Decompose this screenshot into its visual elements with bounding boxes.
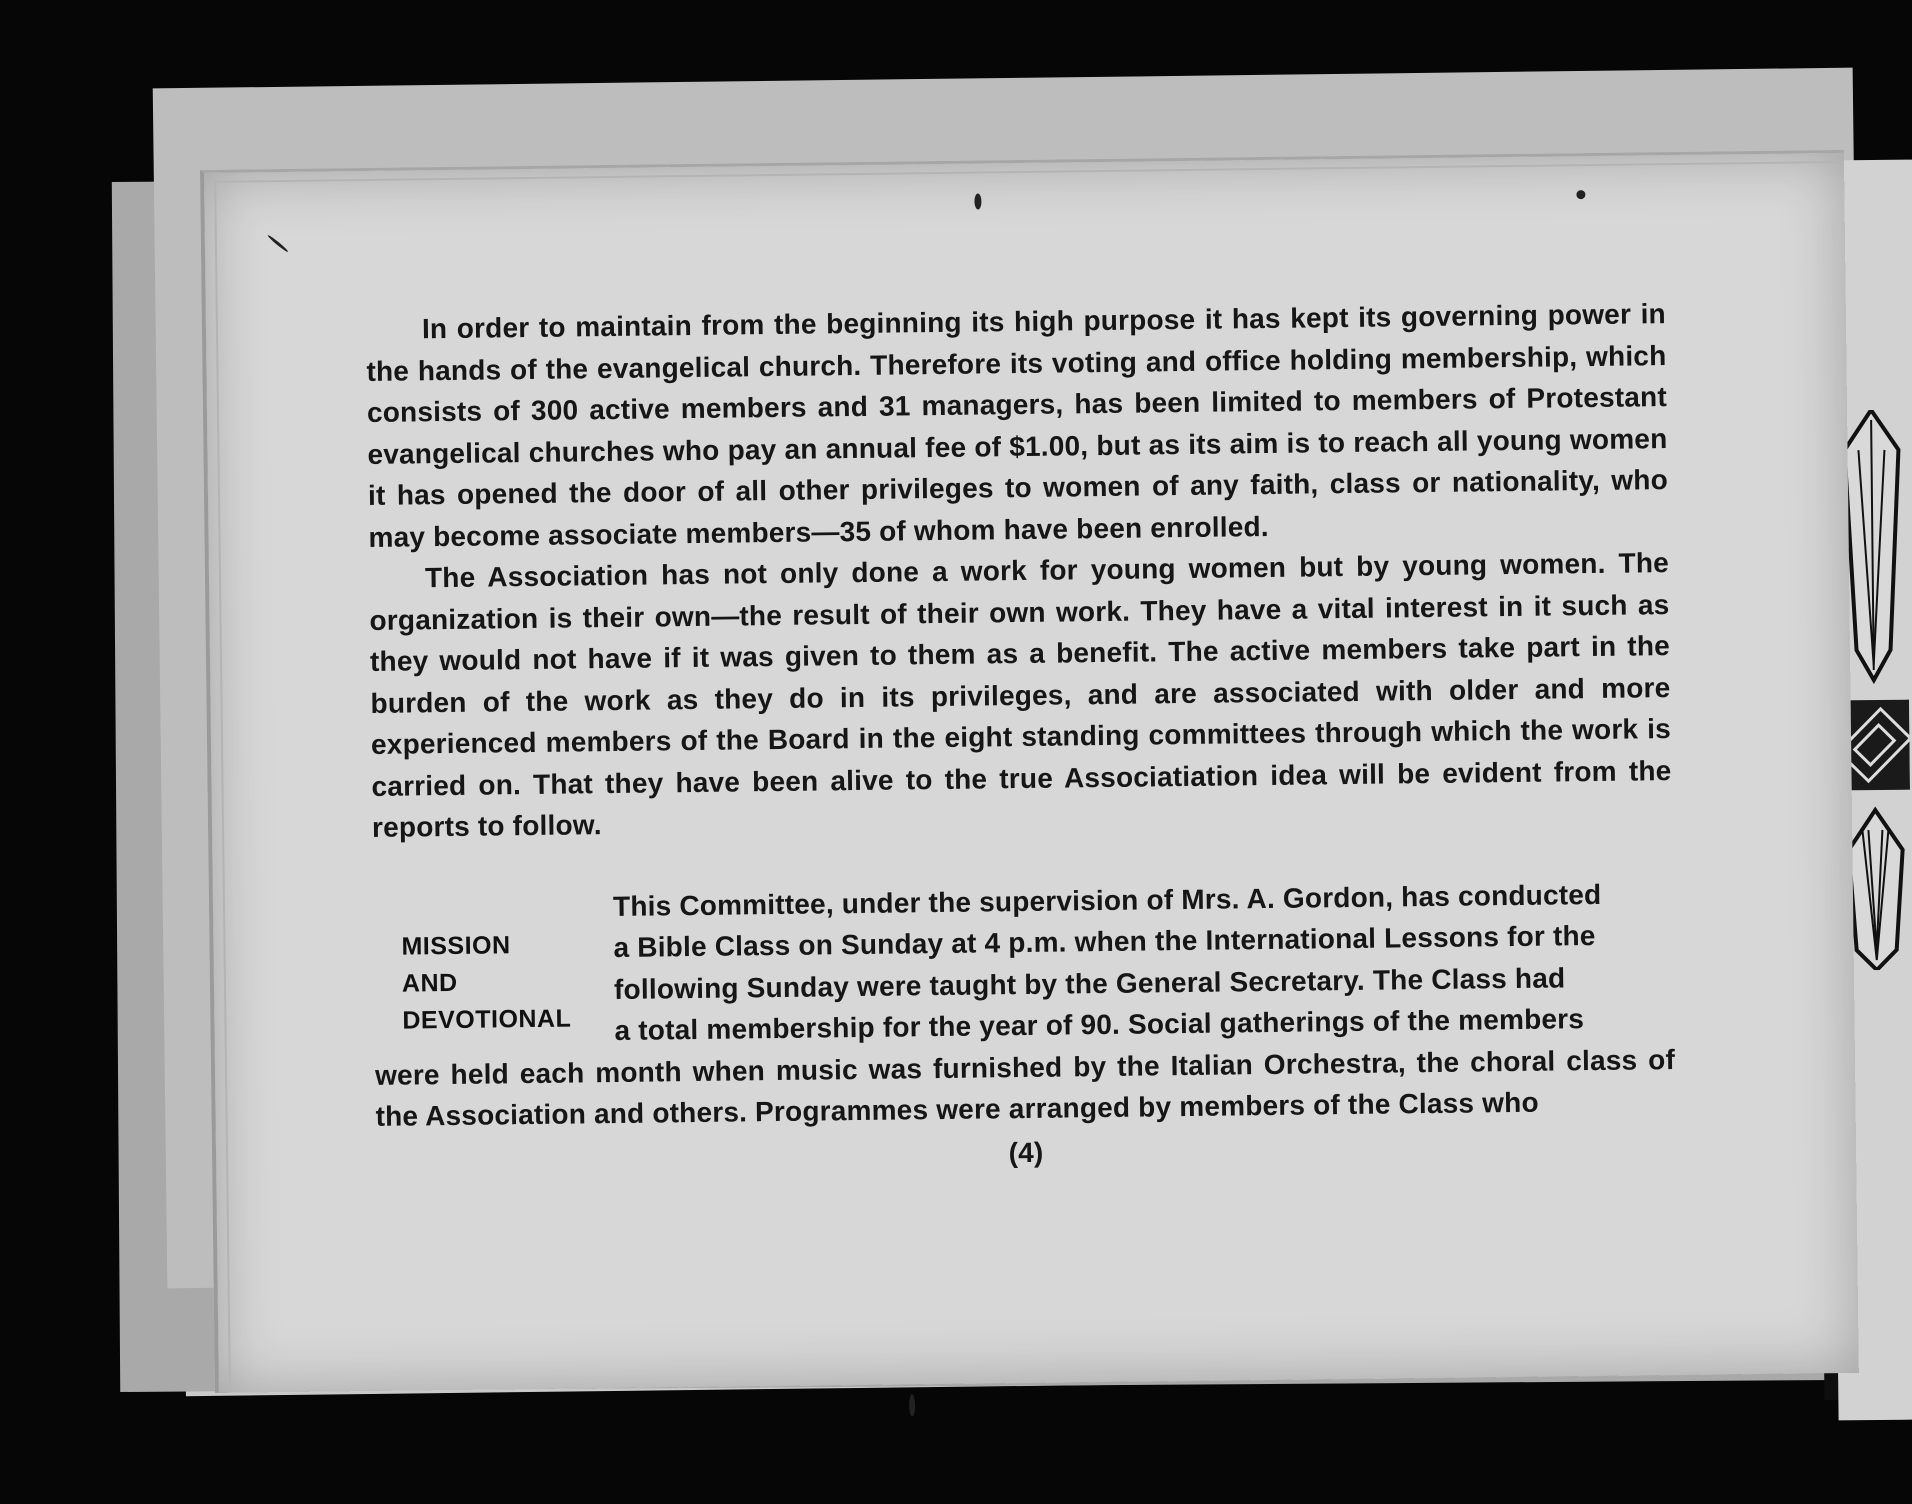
section-line: a Bible Class on Sunday at 4 p.m. when the International Lessons for the	[613, 920, 1596, 964]
heading-line: AND	[401, 968, 458, 998]
page-number: (4)	[1008, 1136, 1044, 1168]
document-page	[200, 150, 1859, 1393]
paragraph-association-work: The Association has not only done a work for young women but by young women. The organization is their own—the result of their own work. They have a vital interest in it such as they would not have if it was given to them as a benefit. The active members take part in the burden of the work as they do in its privileges, and are associated with older and more experienced members of the Board in the eight standing committees through which the work is carried on. That they have been alive to the true Associatiation idea will be evident from the reports to follow.	[369, 547, 1672, 843]
ink-speck	[1576, 190, 1585, 199]
page-text	[366, 293, 1677, 1181]
section-line: a total membership for the year of 90. Social gatherings of the members	[614, 1003, 1585, 1046]
heading-line: DEVOTIONAL	[402, 1004, 572, 1035]
section-heading	[401, 926, 602, 1039]
ink-speck	[974, 193, 981, 209]
ink-speck	[267, 234, 289, 253]
section-continuation: were held each month when music was furnished by the Italian Orchestra, the choral class of the Association and others. Programmes were arranged by members of the Class who	[374, 1043, 1676, 1132]
heading-line: MISSION	[401, 930, 511, 961]
section-mission-devotional	[373, 873, 1676, 1138]
section-line: following Sunday were taught by the General Secretary. The Class had	[613, 961, 1566, 1005]
ink-speck	[909, 1394, 915, 1416]
paragraph-governance: In order to maintain from the beginning its high purpose it has kept its governing power in the hands of the evangelical church. Therefore its voting and office holding membership, which consists of 300 active members and 31 managers, has been limited to members of Protestant evangelical churches who pay an annual fee of $1.00, but as its aim is to reach all young women it has opened the door of all other privileges to women of any faith, class or nationality, who may become associate members—35 of whom have been enrolled.	[366, 298, 1669, 553]
section-line: This Committee, under the supervision of Mrs. A. Gordon, has conducted	[612, 878, 1602, 922]
